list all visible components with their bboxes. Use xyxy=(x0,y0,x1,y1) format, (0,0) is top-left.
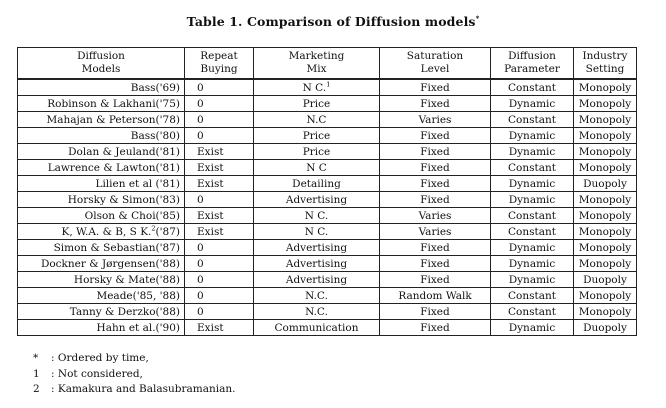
table-row xyxy=(18,304,637,320)
cell-repeat-buying: Exist xyxy=(185,224,254,240)
model-name: Olson & Choi('85) xyxy=(84,209,180,222)
cell-repeat-buying: 0 xyxy=(185,128,254,144)
column-header xyxy=(380,48,491,80)
table-header xyxy=(18,48,637,80)
footnote-item xyxy=(33,382,235,398)
column-header-line2: Buying xyxy=(200,63,238,75)
cell-saturation-level: Fixed xyxy=(380,256,491,272)
cell-marketing-mix xyxy=(254,160,380,176)
comparison-table xyxy=(17,47,637,336)
footnotes xyxy=(33,351,235,398)
table-row xyxy=(18,256,637,272)
model-name: Mahajan & Peterson('78) xyxy=(46,113,180,126)
cell-repeat-buying: 0 xyxy=(185,288,254,304)
cell-repeat-buying: 0 xyxy=(185,304,254,320)
cell-diffusion-parameter: Dynamic xyxy=(491,176,574,192)
cell-diffusion-parameter: Dynamic xyxy=(491,96,574,112)
cell-model xyxy=(18,240,185,256)
column-header-line2: Setting xyxy=(585,63,625,75)
cell-diffusion-parameter: Dynamic xyxy=(491,128,574,144)
cell-industry-setting: Monopoly xyxy=(574,96,637,112)
cell-saturation-level: Fixed xyxy=(380,240,491,256)
cell-repeat-buying: 0 xyxy=(185,96,254,112)
cell-model xyxy=(18,192,185,208)
cell-saturation-level: Fixed xyxy=(380,320,491,336)
cell-diffusion-parameter: Constant xyxy=(491,288,574,304)
cell-repeat-buying: 0 xyxy=(185,240,254,256)
model-footnote-marker: 2 xyxy=(151,224,156,232)
cell-model xyxy=(18,320,185,336)
model-name: Dockner & Jørgensen('88) xyxy=(40,257,180,270)
table-row xyxy=(18,192,637,208)
cell-industry-setting: Duopoly xyxy=(574,176,637,192)
cell-repeat-buying: Exist xyxy=(185,208,254,224)
cell-repeat-buying: 0 xyxy=(185,256,254,272)
cell-saturation-level: Varies xyxy=(380,112,491,128)
model-name: Bass('80) xyxy=(130,129,180,142)
cell-saturation-level: Varies xyxy=(380,224,491,240)
cell-industry-setting: Duopoly xyxy=(574,320,637,336)
cell-marketing-mix xyxy=(254,304,380,320)
cell-model xyxy=(18,96,185,112)
cell-repeat-buying: 0 xyxy=(185,112,254,128)
cell-model xyxy=(18,79,185,96)
cell-diffusion-parameter: Constant xyxy=(491,224,574,240)
cell-marketing-mix xyxy=(254,320,380,336)
cell-marketing-mix xyxy=(254,176,380,192)
model-name: Horsky & Simon('83) xyxy=(67,193,180,206)
table-title xyxy=(0,14,666,29)
cell-repeat-buying: 0 xyxy=(185,79,254,96)
cell-industry-setting: Monopoly xyxy=(574,112,637,128)
cell-model xyxy=(18,224,185,240)
cell-industry-setting: Monopoly xyxy=(574,79,637,96)
cell-saturation-level: Fixed xyxy=(380,79,491,96)
model-name: Horsky & Mate('88) xyxy=(73,273,180,286)
model-name: Bass('69) xyxy=(130,81,180,94)
marketing-mix-value: Price xyxy=(302,145,331,158)
cell-repeat-buying: Exist xyxy=(185,160,254,176)
cell-industry-setting: Monopoly xyxy=(574,144,637,160)
table-row xyxy=(18,96,637,112)
cell-saturation-level: Fixed xyxy=(380,192,491,208)
table-row xyxy=(18,224,637,240)
cell-model xyxy=(18,176,185,192)
cell-diffusion-parameter: Dynamic xyxy=(491,192,574,208)
cell-model xyxy=(18,256,185,272)
model-year: ('87) xyxy=(155,225,180,238)
footnote-symbol: 2 xyxy=(33,383,40,395)
cell-marketing-mix xyxy=(254,288,380,304)
cell-saturation-level: Fixed xyxy=(380,128,491,144)
cell-diffusion-parameter: Dynamic xyxy=(491,272,574,288)
cell-saturation-level: Fixed xyxy=(380,160,491,176)
cell-diffusion-parameter: Constant xyxy=(491,208,574,224)
marketing-mix-value: N.C xyxy=(306,113,327,126)
cell-repeat-buying: Exist xyxy=(185,320,254,336)
cell-model xyxy=(18,288,185,304)
marketing-mix-value: Advertising xyxy=(285,273,348,286)
table-body xyxy=(18,79,637,336)
table-title-text: Table 1. Comparison of Diffusion models xyxy=(186,14,476,29)
cell-saturation-level: Fixed xyxy=(380,176,491,192)
cell-model xyxy=(18,272,185,288)
column-header-line2: Level xyxy=(420,63,450,75)
marketing-mix-value: Price xyxy=(302,129,331,142)
marketing-mix-value: Communication xyxy=(274,321,359,334)
model-name: Hahn et al.('90) xyxy=(96,321,180,334)
table-row xyxy=(18,240,637,256)
cell-saturation-level: Fixed xyxy=(380,96,491,112)
footnote-text: : Kamakura and Balasubramanian. xyxy=(51,383,236,395)
cell-saturation-level: Fixed xyxy=(380,304,491,320)
cell-marketing-mix xyxy=(254,79,380,96)
cell-marketing-mix xyxy=(254,128,380,144)
cell-model xyxy=(18,304,185,320)
marketing-mix-value: N.C. xyxy=(305,289,328,302)
column-header-line2: Parameter xyxy=(504,63,560,75)
footnote-item xyxy=(33,351,235,367)
model-name: Tanny & Derzko('88) xyxy=(69,305,180,318)
footnote-text: : Not considered, xyxy=(51,367,143,380)
cell-saturation-level: Random Walk xyxy=(380,288,491,304)
model-name: Simon & Sebastian('87) xyxy=(53,241,180,254)
model-name: Meade('85, '88) xyxy=(96,289,180,302)
footnote-symbol: 1 xyxy=(33,367,40,380)
column-header xyxy=(574,48,637,80)
cell-diffusion-parameter: Constant xyxy=(491,79,574,96)
column-header-line1: Repeat xyxy=(200,50,238,62)
cell-saturation-level: Fixed xyxy=(380,272,491,288)
cell-model xyxy=(18,128,185,144)
column-header-line1: Marketing xyxy=(288,50,345,62)
cell-industry-setting: Monopoly xyxy=(574,128,637,144)
marketing-mix-value: N C. xyxy=(304,225,329,238)
cell-industry-setting: Monopoly xyxy=(574,224,637,240)
table-row xyxy=(18,128,637,144)
marketing-mix-value: N C xyxy=(306,161,327,174)
model-name: Robinson & Lakhani('75) xyxy=(47,97,180,110)
cell-diffusion-parameter: Dynamic xyxy=(491,256,574,272)
column-header-line1: Diffusion xyxy=(508,50,556,62)
column-header-line1: Diffusion xyxy=(77,50,125,62)
cell-model xyxy=(18,160,185,176)
cell-model xyxy=(18,144,185,160)
marketing-mix-footnote-marker: 1 xyxy=(326,80,331,88)
cell-industry-setting: Monopoly xyxy=(574,304,637,320)
marketing-mix-value: Price xyxy=(302,97,331,110)
cell-industry-setting: Duopoly xyxy=(574,272,637,288)
cell-repeat-buying: Exist xyxy=(185,176,254,192)
table-row xyxy=(18,320,637,336)
cell-marketing-mix xyxy=(254,224,380,240)
marketing-mix-value: N C. xyxy=(304,209,329,222)
footnote-item xyxy=(33,367,235,383)
column-header-line2: Mix xyxy=(306,63,327,75)
model-name: K, W.A. & B, S K. xyxy=(61,225,152,238)
cell-marketing-mix xyxy=(254,256,380,272)
cell-marketing-mix xyxy=(254,208,380,224)
model-name: Dolan & Jeuland('81) xyxy=(68,145,180,158)
footnote-text: : Ordered by time, xyxy=(51,352,149,364)
cell-industry-setting: Monopoly xyxy=(574,288,637,304)
marketing-mix-value: Advertising xyxy=(285,241,348,254)
marketing-mix-value: Advertising xyxy=(285,257,348,270)
cell-diffusion-parameter: Constant xyxy=(491,112,574,128)
column-header xyxy=(491,48,574,80)
cell-marketing-mix xyxy=(254,144,380,160)
cell-diffusion-parameter: Constant xyxy=(491,304,574,320)
table-row xyxy=(18,208,637,224)
cell-model xyxy=(18,208,185,224)
cell-diffusion-parameter: Dynamic xyxy=(491,320,574,336)
cell-repeat-buying: 0 xyxy=(185,272,254,288)
cell-marketing-mix xyxy=(254,192,380,208)
table-row xyxy=(18,272,637,288)
cell-marketing-mix xyxy=(254,240,380,256)
model-name: Lilien et al ('81) xyxy=(95,177,180,190)
cell-saturation-level: Varies xyxy=(380,208,491,224)
table-row xyxy=(18,144,637,160)
cell-industry-setting: Monopoly xyxy=(574,192,637,208)
table-row xyxy=(18,288,637,304)
marketing-mix-value: Advertising xyxy=(285,193,348,206)
header-row xyxy=(18,48,637,80)
column-header-line1: Saturation xyxy=(406,50,464,62)
cell-model xyxy=(18,112,185,128)
marketing-mix-value: Detailing xyxy=(292,177,341,190)
cell-industry-setting: Monopoly xyxy=(574,160,637,176)
column-header xyxy=(185,48,254,80)
column-header-line2: Models xyxy=(81,63,121,75)
cell-industry-setting: Monopoly xyxy=(574,240,637,256)
cell-marketing-mix xyxy=(254,96,380,112)
model-name: Lawrence & Lawton('81) xyxy=(47,161,180,174)
cell-marketing-mix xyxy=(254,272,380,288)
column-header xyxy=(254,48,380,80)
cell-diffusion-parameter: Constant xyxy=(491,160,574,176)
table-row xyxy=(18,160,637,176)
cell-industry-setting: Monopoly xyxy=(574,256,637,272)
footnote-symbol: * xyxy=(33,352,39,364)
marketing-mix-value: N.C. xyxy=(305,305,328,318)
cell-repeat-buying: Exist xyxy=(185,144,254,160)
table-title-marker: * xyxy=(475,13,480,23)
cell-industry-setting: Monopoly xyxy=(574,208,637,224)
cell-repeat-buying: 0 xyxy=(185,192,254,208)
table-row xyxy=(18,79,637,96)
cell-saturation-level: Fixed xyxy=(380,144,491,160)
cell-marketing-mix xyxy=(254,112,380,128)
column-header xyxy=(18,48,185,80)
column-header-line1: Industry xyxy=(582,50,628,62)
marketing-mix-value: N C. xyxy=(302,81,327,94)
cell-diffusion-parameter: Dynamic xyxy=(491,240,574,256)
table-row xyxy=(18,112,637,128)
cell-diffusion-parameter: Dynamic xyxy=(491,144,574,160)
table-row xyxy=(18,176,637,192)
